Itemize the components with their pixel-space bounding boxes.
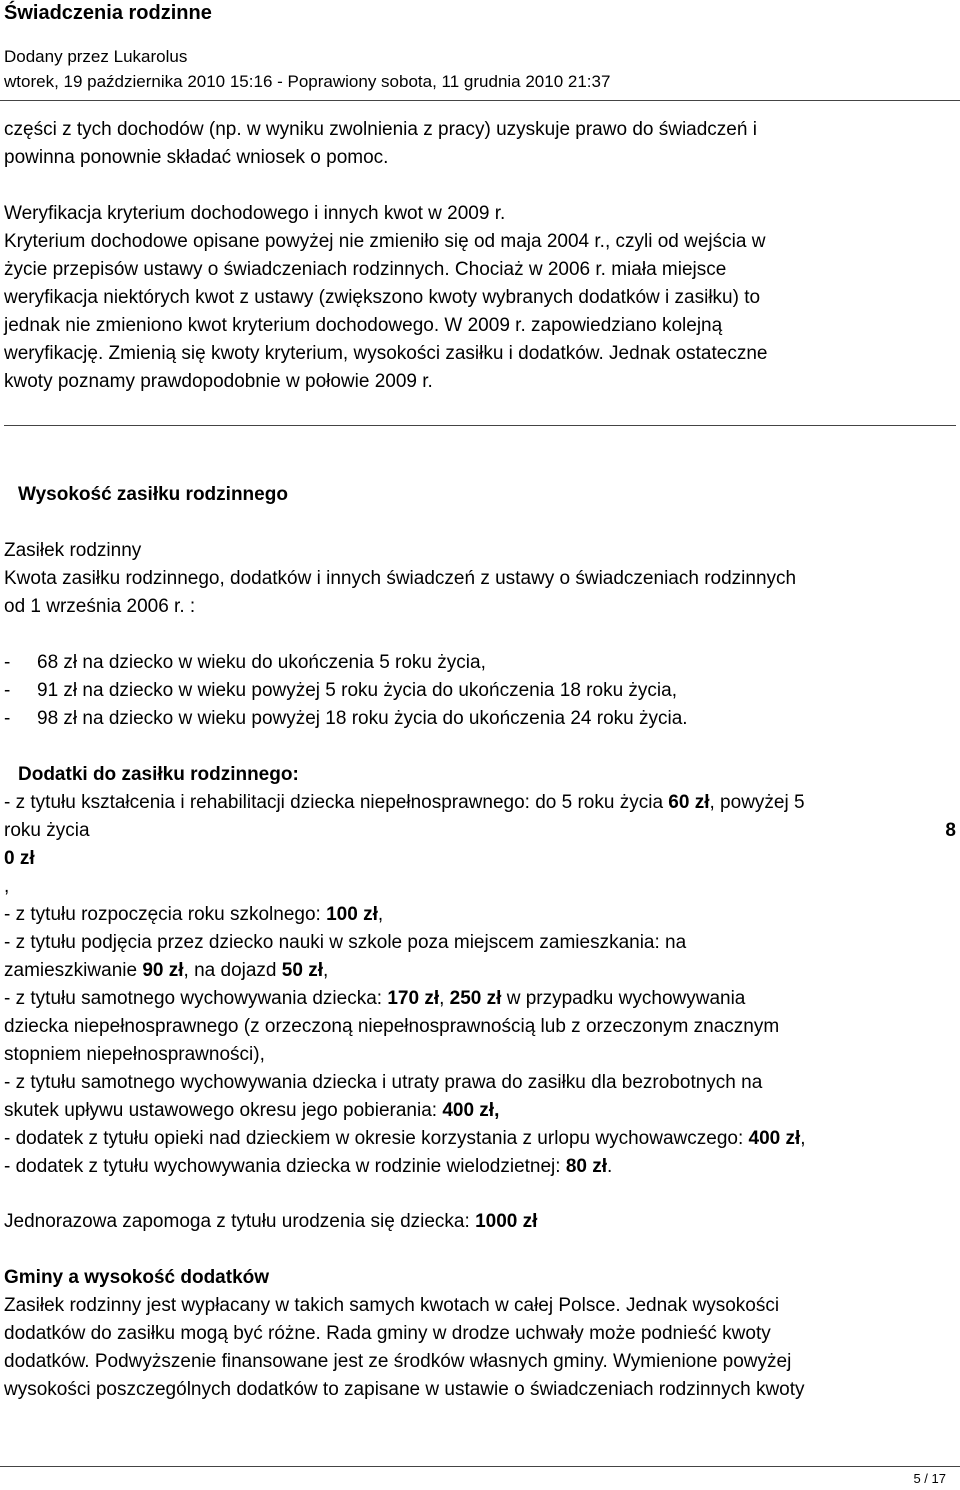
subheading: Zasiłek rodzinny (4, 540, 142, 561)
text-line (4, 1125, 956, 1153)
text-line (4, 1097, 956, 1125)
amount-heading: Wysokość zasiłku rodzinnego (18, 484, 288, 505)
amount-value: 50 zł (281, 960, 323, 981)
text-run: Jednorazowa zapomoga z tytułu urodzenia się dziecka: (4, 1211, 476, 1232)
text-run: - z tytułu kształcenia i rehabilitacji dziecka niepełnosprawnego: do 5 roku życia (4, 792, 669, 813)
text-line: Zasiłek rodzinny jest wypłacany w takich samych kwotach w całej Polsce. Jednak wysokości (4, 1295, 780, 1316)
section-heading: Weryfikacja kryterium dochodowego i innych kwot w 2009 r. (4, 203, 506, 224)
verification-section (4, 200, 960, 396)
amount-value: 400 zł, (442, 1100, 500, 1121)
text-run: roku życia (4, 820, 90, 841)
text-line (4, 957, 956, 985)
amount-value: 60 zł (668, 792, 710, 813)
text-line: - z tytułu samotnego wychowywania dziecka i utraty prawa do zasiłku dla bezrobotnych na (4, 1072, 763, 1093)
section-heading: Gminy a wysokość dodatków (4, 1267, 270, 1288)
amount-value: 250 zł (449, 988, 502, 1009)
amount-value: 400 zł (748, 1128, 801, 1149)
list-dash: - (4, 652, 11, 673)
list-item (4, 677, 677, 705)
amount-value: 1000 zł (475, 1211, 538, 1232)
text-line (4, 817, 956, 845)
birth-allowance (4, 1208, 960, 1236)
list-item-text: 68 zł na dziecko w wieku do ukończenia 5 roku życia, (37, 652, 486, 673)
text-run: - z tytułu rozpoczęcia roku szkolnego: (4, 904, 327, 925)
list-dash: - (4, 680, 11, 701)
intro-paragraph (4, 116, 960, 172)
author-line: Dodany przez Lukarolus (4, 47, 188, 66)
text-run: - dodatek z tytułu wychowywania dziecka w rodzinie wielodzietnej: (4, 1156, 566, 1177)
text-run: w przypadku wychowywania (501, 988, 746, 1009)
text-line: od 1 września 2006 r. : (4, 596, 196, 617)
list-item-text: 91 zł na dziecko w wieku powyżej 5 roku życia do ukończenia 18 roku życia, (37, 680, 677, 701)
text-line (4, 985, 956, 1013)
municipalities-section (4, 1264, 960, 1404)
text-line (4, 1208, 960, 1236)
text-line: części z tych dochodów (np. w wyniku zwolnienia z pracy) uzyskuje prawo do świadczeń i (4, 119, 757, 140)
text-line: - z tytułu podjęcia przez dziecko nauki w szkole poza miejscem zamieszkania: na (4, 932, 687, 953)
text-line: , (4, 876, 10, 897)
text-line (4, 1153, 956, 1181)
text-line: dziecka niepełnosprawnego (z orzeczoną niepełnosprawnością lub z orzeczonym znacznym (4, 1016, 780, 1037)
text-run: , (800, 1128, 806, 1149)
list-dash: - (4, 708, 11, 729)
amount-value: 8 (945, 820, 956, 841)
text-run: . (607, 1156, 613, 1177)
amount-value: 90 zł (142, 960, 184, 981)
amount-value: 0 zł (4, 848, 35, 869)
page-title: Świadczenia rodzinne (4, 2, 212, 24)
amount-value: 80 zł (565, 1156, 608, 1177)
amount-value: 170 zł (387, 988, 440, 1009)
header-divider (0, 100, 960, 101)
text-run: - z tytułu samotnego wychowywania dziecka: (4, 988, 388, 1009)
amount-value: 100 zł (326, 904, 378, 925)
text-line (4, 789, 956, 817)
text-run: skutek upływu ustawowego okresu jego pobierania: (4, 1100, 443, 1121)
text-line: wysokości poszczególnych dodatków to zapisane w ustawie o świadczeniach rodzinnych kwoty (4, 1379, 805, 1400)
text-line: weryfikację. Zmienią się kwoty kryterium, wysokości zasiłku i dodatków. Jednak ostateczne (4, 343, 768, 364)
text-run: , (377, 904, 384, 925)
list-item (4, 649, 486, 677)
amount-section (4, 537, 960, 621)
text-line: dodatków. Podwyższenie finansowane jest ze środków własnych gminy. Wymienione powyżej (4, 1351, 792, 1372)
text-run: , (439, 988, 450, 1009)
text-line: weryfikacja niektórych kwot z ustawy (zwiększono kwoty wybranych dodatków i zasiłku) to (4, 287, 761, 308)
text-run: , na dojazd (183, 960, 282, 981)
text-line: stopniem niepełnosprawności), (4, 1044, 265, 1065)
text-line: Kwota zasiłku rodzinnego, dodatków i innych świadczeń z ustawy o świadczeniach rodzinnych (4, 568, 797, 589)
text-run: - dodatek z tytułu opieki nad dzieckiem w okresie korzystania z urlopu wychowawczego: (4, 1128, 749, 1149)
text-line: powinna ponownie składać wniosek o pomoc. (4, 147, 389, 168)
text-line: życie przepisów ustawy o świadczeniach rodzinnych. Chociaż w 2006 r. miała miejsce (4, 259, 727, 280)
footer-divider (0, 1466, 960, 1467)
text-line (4, 901, 956, 929)
text-line: kwoty poznamy prawdopodobnie w połowie 2009 r. (4, 371, 433, 392)
text-run: , (322, 960, 329, 981)
text-line: Kryterium dochodowe opisane powyżej nie zmieniło się od maja 2004 r., czyli od wejścia w (4, 231, 766, 252)
text-run: , powyżej 5 (709, 792, 805, 813)
list-item-text: 98 zł na dziecko w wieku powyżej 18 roku życia do ukończenia 24 roku życia. (37, 708, 688, 729)
list-item (4, 705, 688, 733)
supplements-section (4, 789, 956, 1181)
page-number: 5 / 17 (913, 1471, 946, 1486)
section-divider (4, 425, 956, 426)
date-line: wtorek, 19 października 2010 15:16 - Poprawiony sobota, 11 grudnia 2010 21:37 (4, 72, 611, 91)
text-line: dodatków do zasiłku mogą być różne. Rada gminy w drodze uchwały może podnieść kwoty (4, 1323, 771, 1344)
text-line: jednak nie zmieniono kwot kryterium dochodowego. W 2009 r. zapowiedziano kolejną (4, 315, 723, 336)
supplements-heading: Dodatki do zasiłku rodzinnego: (18, 764, 299, 785)
text-run: zamieszkiwanie (4, 960, 143, 981)
